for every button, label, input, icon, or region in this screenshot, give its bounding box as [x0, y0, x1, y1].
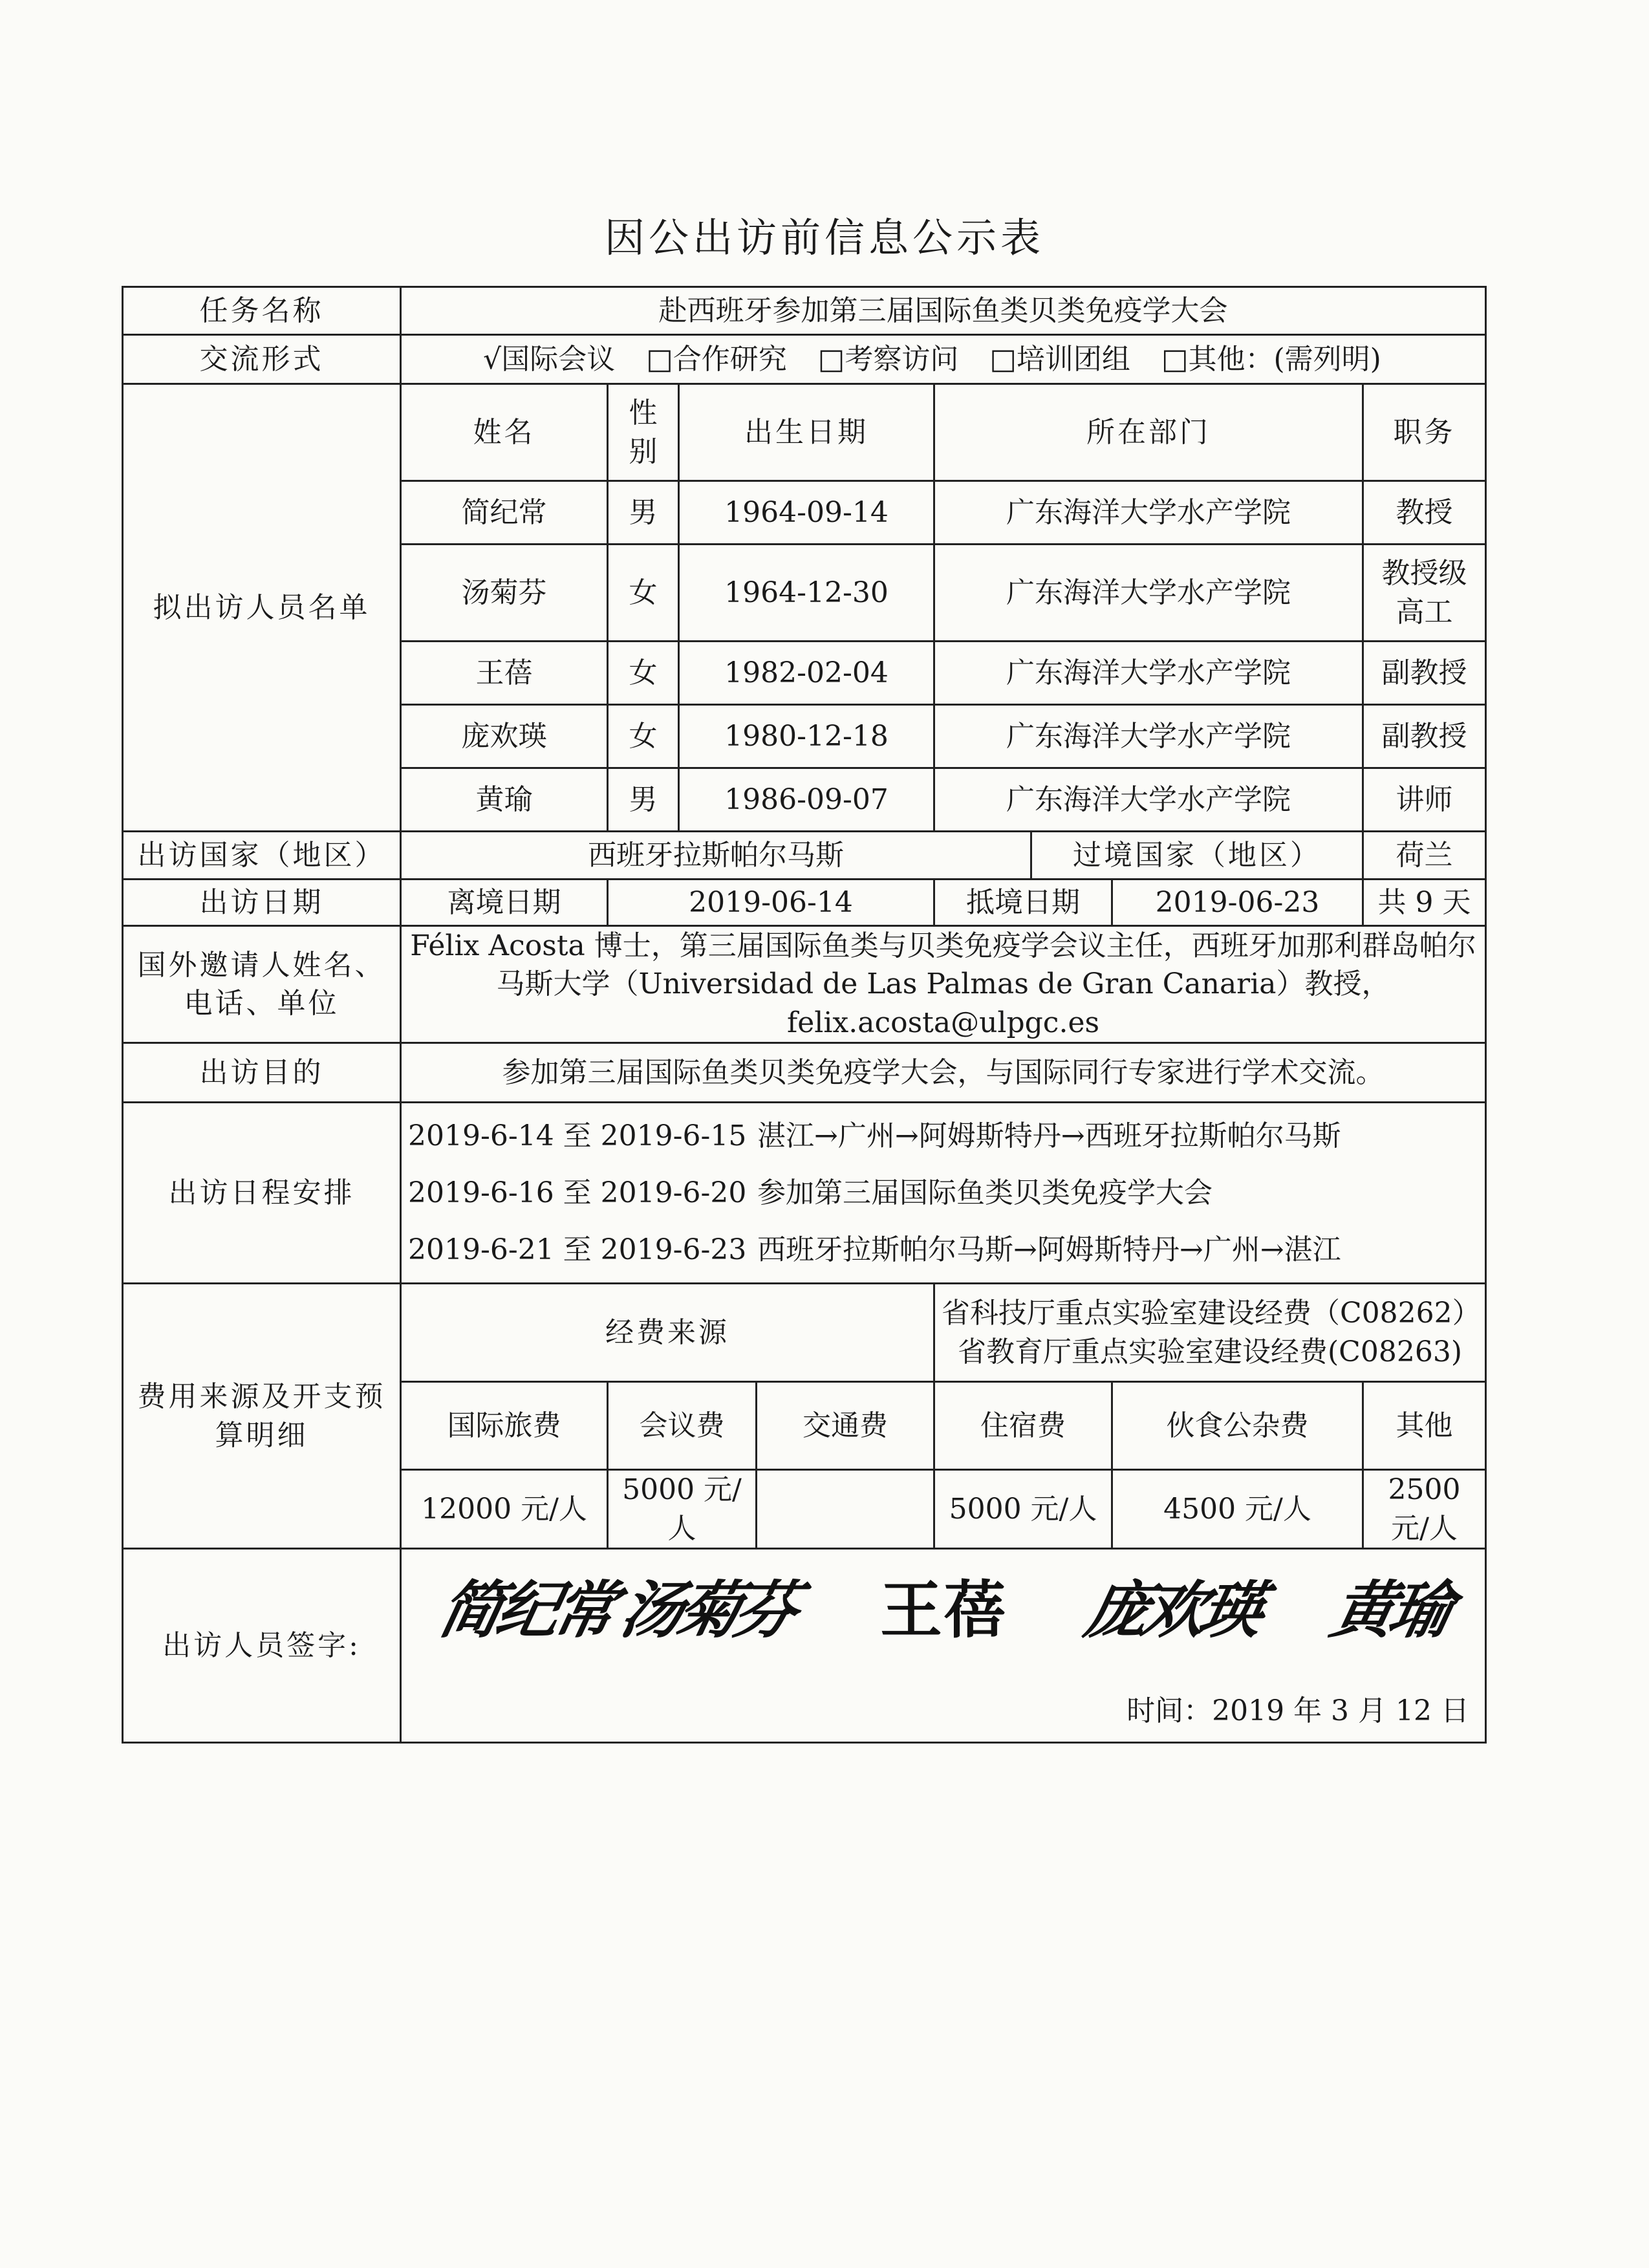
info-table — [122, 286, 1487, 1744]
schedule-desc: 湛江→广州→阿姆斯特丹→西班牙拉斯帕尔马斯 — [757, 1119, 1341, 1152]
signature: 汤菊芬 — [614, 1573, 801, 1647]
person-title: 讲师 — [1363, 768, 1486, 832]
person-name: 庞欢瑛 — [401, 705, 608, 768]
signature: 简纪常 — [433, 1573, 620, 1647]
header-birth: 出生日期 — [679, 384, 934, 481]
schedule-label: 出访日程安排 — [123, 1103, 401, 1284]
source-1: 省科技厅重点实验室建设经费（C08262） — [942, 1297, 1481, 1330]
header-dept: 所在部门 — [934, 384, 1363, 481]
person-birth: 1982-02-04 — [679, 642, 934, 705]
depart-label: 离境日期 — [401, 880, 608, 926]
person-birth: 1980-12-18 — [679, 705, 934, 768]
signatures — [402, 1550, 1485, 1666]
budget-header: 交通费 — [757, 1382, 934, 1470]
person-gender: 女 — [608, 545, 679, 642]
transit-value: 荷兰 — [1363, 832, 1486, 880]
person-name: 汤菊芬 — [401, 545, 608, 642]
source-values — [934, 1284, 1486, 1382]
depart-date: 2019-06-14 — [608, 880, 934, 926]
arrive-label: 抵境日期 — [934, 880, 1112, 926]
budget-value — [757, 1470, 934, 1549]
person-gender: 女 — [608, 642, 679, 705]
person-dept: 广东海洋大学水产学院 — [934, 642, 1363, 705]
dates-label: 出访日期 — [123, 880, 401, 926]
inviter-label: 国外邀请人姓名、电话、单位 — [123, 926, 401, 1043]
person-gender: 女 — [608, 705, 679, 768]
person-name: 简纪常 — [401, 481, 608, 545]
budget-value: 2500 元/人 — [1363, 1470, 1486, 1549]
budget-header: 国际旅费 — [401, 1382, 608, 1470]
budget-value: 4500 元/人 — [1112, 1470, 1363, 1549]
source-2: 省教育厅重点实验室建设经费(C08263) — [958, 1335, 1462, 1368]
header-title: 职务 — [1363, 384, 1486, 481]
schedule-desc: 西班牙拉斯帕尔马斯→阿姆斯特丹→广州→湛江 — [757, 1233, 1341, 1266]
budget-value: 5000 元/人 — [608, 1470, 757, 1549]
signature-date: 时间：2019 年 3 月 12 日 — [1126, 1694, 1469, 1727]
exchange-label: 交流形式 — [123, 335, 401, 384]
person-dept: 广东海洋大学水产学院 — [934, 545, 1363, 642]
person-birth: 1986-09-07 — [679, 768, 934, 832]
person-title: 副教授 — [1363, 705, 1486, 768]
budget-value: 12000 元/人 — [401, 1470, 608, 1549]
schedule-date: 2019-6-14 至 2019-6-15 — [408, 1119, 747, 1152]
arrive-date: 2019-06-23 — [1112, 880, 1363, 926]
person-title: 教授级高工 — [1363, 545, 1486, 642]
person-name: 黄瑜 — [401, 768, 608, 832]
exchange-options — [401, 335, 1486, 384]
people-label: 拟出访人员名单 — [123, 384, 401, 832]
person-title: 副教授 — [1363, 642, 1486, 705]
person-gender: 男 — [608, 768, 679, 832]
person-birth: 1964-12-30 — [679, 545, 934, 642]
person-gender: 男 — [608, 481, 679, 545]
person-birth: 1964-09-14 — [679, 481, 934, 545]
total-days: 共 9 天 — [1363, 880, 1486, 926]
task-label: 任务名称 — [123, 287, 401, 335]
budget-header: 伙食公杂费 — [1112, 1382, 1363, 1470]
budget-value: 5000 元/人 — [934, 1470, 1112, 1549]
person-dept: 广东海洋大学水产学院 — [934, 768, 1363, 832]
option-intl-conference: √国际会议 — [483, 342, 616, 376]
schedule-date: 2019-6-21 至 2019-6-23 — [408, 1233, 747, 1266]
signature: 王蓓 — [880, 1573, 1007, 1647]
signature: 庞欢瑛 — [1079, 1573, 1266, 1647]
list-item — [408, 1108, 1478, 1165]
country-value: 西班牙拉斯帕尔马斯 — [401, 832, 1031, 880]
transit-label: 过境国家（地区） — [1031, 832, 1363, 880]
person-name: 王蓓 — [401, 642, 608, 705]
budget-header: 其他 — [1363, 1382, 1486, 1470]
signature-label: 出访人员签字: — [123, 1548, 401, 1742]
page-title: 因公出访前信息公示表 — [604, 214, 1044, 261]
task-value: 赴西班牙参加第三届国际鱼类贝类免疫学大会 — [401, 287, 1486, 335]
signature: 黄瑜 — [1325, 1573, 1455, 1647]
option-cooperation: □合作研究 — [646, 342, 787, 376]
option-other: □其他：(需列明) — [1161, 342, 1381, 376]
budget-header: 会议费 — [608, 1382, 757, 1470]
schedule-desc: 参加第三届国际鱼类贝类免疫学大会 — [757, 1176, 1212, 1209]
schedule-list — [401, 1103, 1486, 1284]
purpose-value: 参加第三届国际鱼类贝类免疫学大会，与国际同行专家进行学术交流。 — [401, 1043, 1486, 1103]
list-item — [408, 1165, 1478, 1222]
person-dept: 广东海洋大学水产学院 — [934, 481, 1363, 545]
schedule-date: 2019-6-16 至 2019-6-20 — [408, 1176, 747, 1209]
source-label: 经费来源 — [401, 1284, 934, 1382]
person-dept: 广东海洋大学水产学院 — [934, 705, 1363, 768]
option-training: □培训团组 — [989, 342, 1130, 376]
budget-label: 费用来源及开支预算明细 — [123, 1284, 401, 1549]
inviter-value: Félix Acosta 博士，第三届国际鱼类与贝类免疫学会议主任，西班牙加那利群岛帕尔马斯大学（Universidad de Las Palmas de Gran Canaria）教授，felix.acosta@ulpgc.es — [401, 926, 1486, 1043]
header-name: 姓名 — [401, 384, 608, 481]
person-title: 教授 — [1363, 481, 1486, 545]
country-label: 出访国家（地区） — [123, 832, 401, 880]
purpose-label: 出访目的 — [123, 1043, 401, 1103]
signature-area — [401, 1548, 1486, 1742]
option-inspection: □考察访问 — [817, 342, 959, 376]
budget-header: 住宿费 — [934, 1382, 1112, 1470]
header-gender: 性别 — [608, 384, 679, 481]
list-item — [408, 1222, 1478, 1279]
